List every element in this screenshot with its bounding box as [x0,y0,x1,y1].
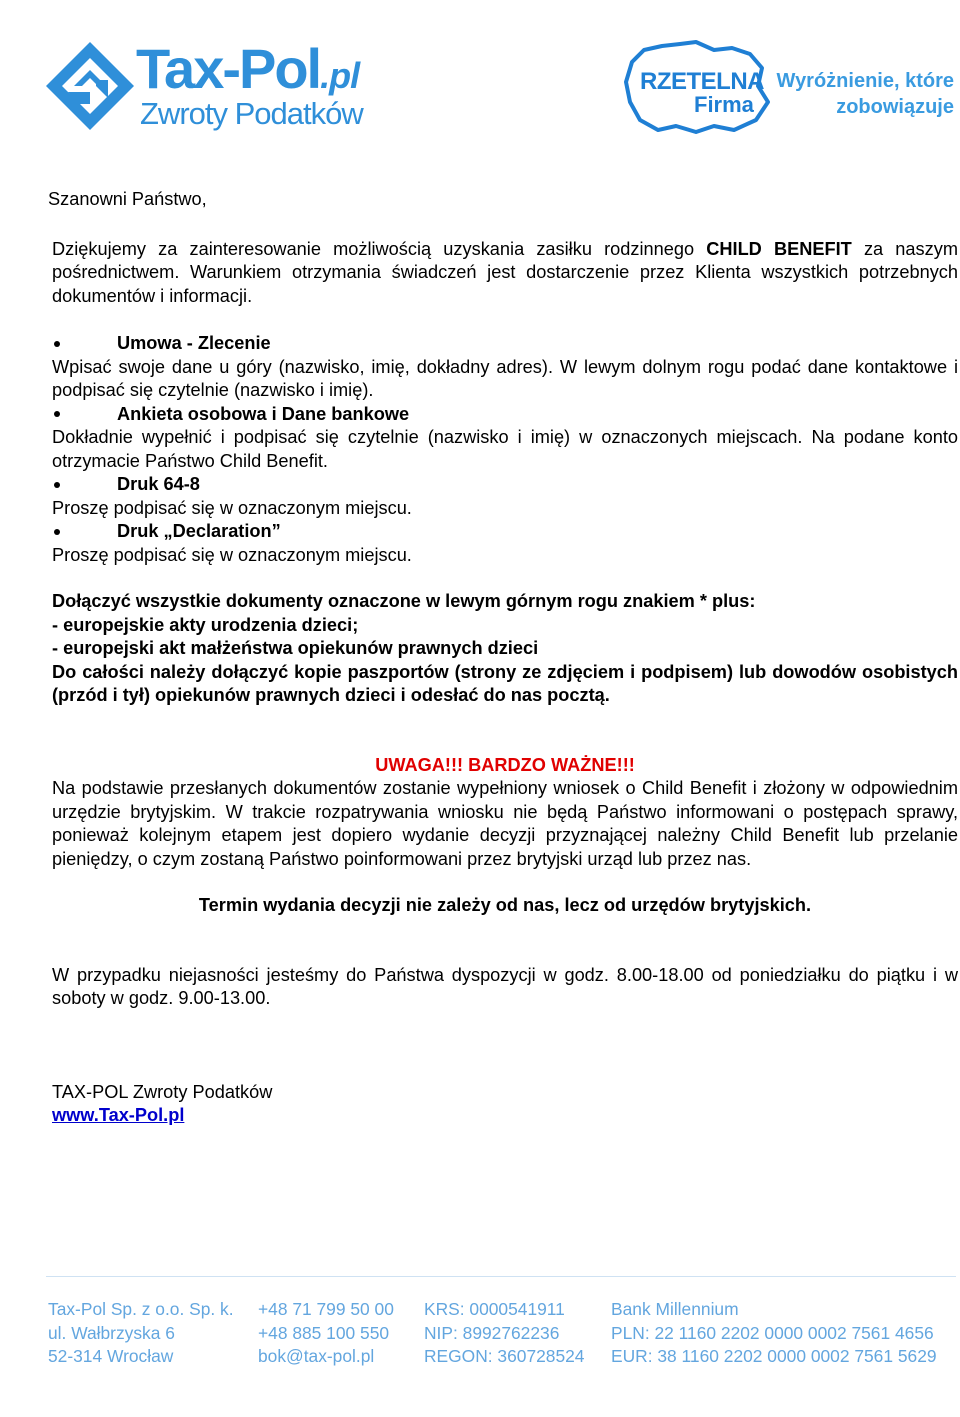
warning-title: UWAGA!!! BARDZO WAŻNE!!! [375,754,635,775]
footer-company [48,1298,234,1369]
document-title: Umowa - Zlecenie [117,333,271,353]
email[interactable]: bok@tax-pol.pl [258,1346,375,1366]
logo-title: Tax-Pol.pl [136,37,360,100]
office-hours: W przypadku niejasności jesteśmy do Państwa dyspozycji w godz. 8.00-18.00 od poniedziałku do piątku i w soboty w godz. 9.00-13.00. [52,964,958,1008]
document-description: Proszę podpisać się w oznaczonym miejscu. [52,497,412,518]
badge-tagline-1: Wyróżnienie, które [776,70,954,92]
footer [0,1276,960,1417]
list-item [52,403,958,474]
rzetelna-firma-badge [622,40,958,140]
document-description: Dokładnie wypełnić i podpisać się czytelnie (nazwisko i imię) w oznaczonych miejscach. Na podane konto otrzymacie Państwo Child Benefit. [52,427,958,471]
decision-emphasis: Termin wydania decyzji nie zależy od nas, lecz od urzędów brytyjskich. [198,895,812,915]
footer-contact [258,1298,394,1369]
list-item [52,473,958,520]
logo-subtitle: Zwroty Podatków [140,96,363,131]
letter-body [48,188,958,1128]
requirements-block [52,590,958,708]
badge-rzetelna: RZETELNA [640,68,764,95]
signature-block [52,1081,958,1128]
footer-registry [424,1298,584,1369]
website-link[interactable]: www.Tax-Pol.pl [52,1105,185,1125]
bullet-icon [54,341,60,347]
letterhead [0,0,960,160]
logo-tld: .pl [320,55,360,96]
intro-text-2: za naszym pośrednictwem. Warunkiem otrzymania świadczeń jest dostarczenie przez Klienta wszystkich potrzebnych dokumentów i informacji. [52,238,958,306]
regon-number: REGON: 360728524 [424,1346,585,1366]
bank-name: Bank Millennium [611,1299,739,1319]
footer-divider [46,1276,956,1277]
requirement-line: - europejski akt małżeństwa opiekunów prawnych dzieci [52,638,539,658]
document-title: Druk „Declaration” [117,521,281,541]
badge-firma: Firma [694,92,754,117]
greeting: Szanowni Państwo, [48,189,207,209]
warning-text: Na podstawie przesłanych dokumentów zostanie wypełniony wniosek o Child Benefit i złożony w odpowiednim urzędzie brytyjskim. W trakcie rozpatrywania wniosku nie będą Państwo informowani o postępach sprawy, ponieważ kolejnym etapem jest dopiero wydanie decyzji przyznającej należny Child Benefit lub przelanie pieniędzy, o czym zostaną Państwo poinformowani przez brytyjski urząd lub przez nas. [52,778,958,869]
requirement-line: - europejskie akty urodzenia dzieci; [52,614,359,635]
eur-account: EUR: 38 1160 2202 0000 0002 7561 5629 [611,1346,937,1366]
intro-text-1: Dziękujemy za zainteresowanie możliwością uzyskania zasiłku rodzinnego [52,238,707,259]
badge-tagline-2: zobowiązuje [836,96,954,118]
document-title: Ankieta osobowa i Dane bankowe [117,403,410,424]
company-city: 52-314 Wrocław [48,1346,174,1366]
bullet-icon [54,529,60,535]
company-street: ul. Wałbrzyska 6 [48,1322,175,1343]
document-description: Proszę podpisać się w oznaczonym miejscu. [52,544,412,565]
list-item [52,332,958,403]
logo-arrows-icon [44,40,136,132]
document-title: Druk 64-8 [117,474,200,494]
phone-2[interactable]: +48 885 100 550 [258,1322,390,1343]
tax-pol-logo[interactable] [44,38,384,142]
bullet-icon [54,411,60,417]
krs-number: KRS: 0000541911 [424,1299,565,1319]
intro-child-benefit: CHILD BENEFIT [706,238,852,259]
requirement-line: Dołączyć wszystkie dokumenty oznaczone w lewym górnym rogu znakiem * plus: [52,591,756,611]
company-name: Tax-Pol Sp. z o.o. Sp. k. [48,1299,234,1319]
intro-paragraph [52,238,958,309]
requirement-line: Do całości należy dołączyć kopie paszportów (strony ze zdjęciem i podpisem) lub dowodów osobistych (przód i tył) opiekunów prawnych dzieci i odesłać do nas pocztą. [52,661,958,705]
footer-bank [611,1298,937,1369]
pln-account: PLN: 22 1160 2202 0000 0002 7561 4656 [611,1322,934,1343]
documents-list [52,332,958,567]
list-item [52,520,958,567]
bullet-icon [54,482,60,488]
document-description: Wpisać swoje dane u góry (nazwisko, imię, dokładny adres). W lewym dolnym rogu podać dane kontaktowe i podpisać się czytelnie (nazwisko i imię). [52,356,958,400]
nip-number: NIP: 8992762236 [424,1322,560,1343]
signature-name: TAX-POL Zwroty Podatków [52,1081,273,1102]
phone-1[interactable]: +48 71 799 50 00 [258,1299,394,1319]
